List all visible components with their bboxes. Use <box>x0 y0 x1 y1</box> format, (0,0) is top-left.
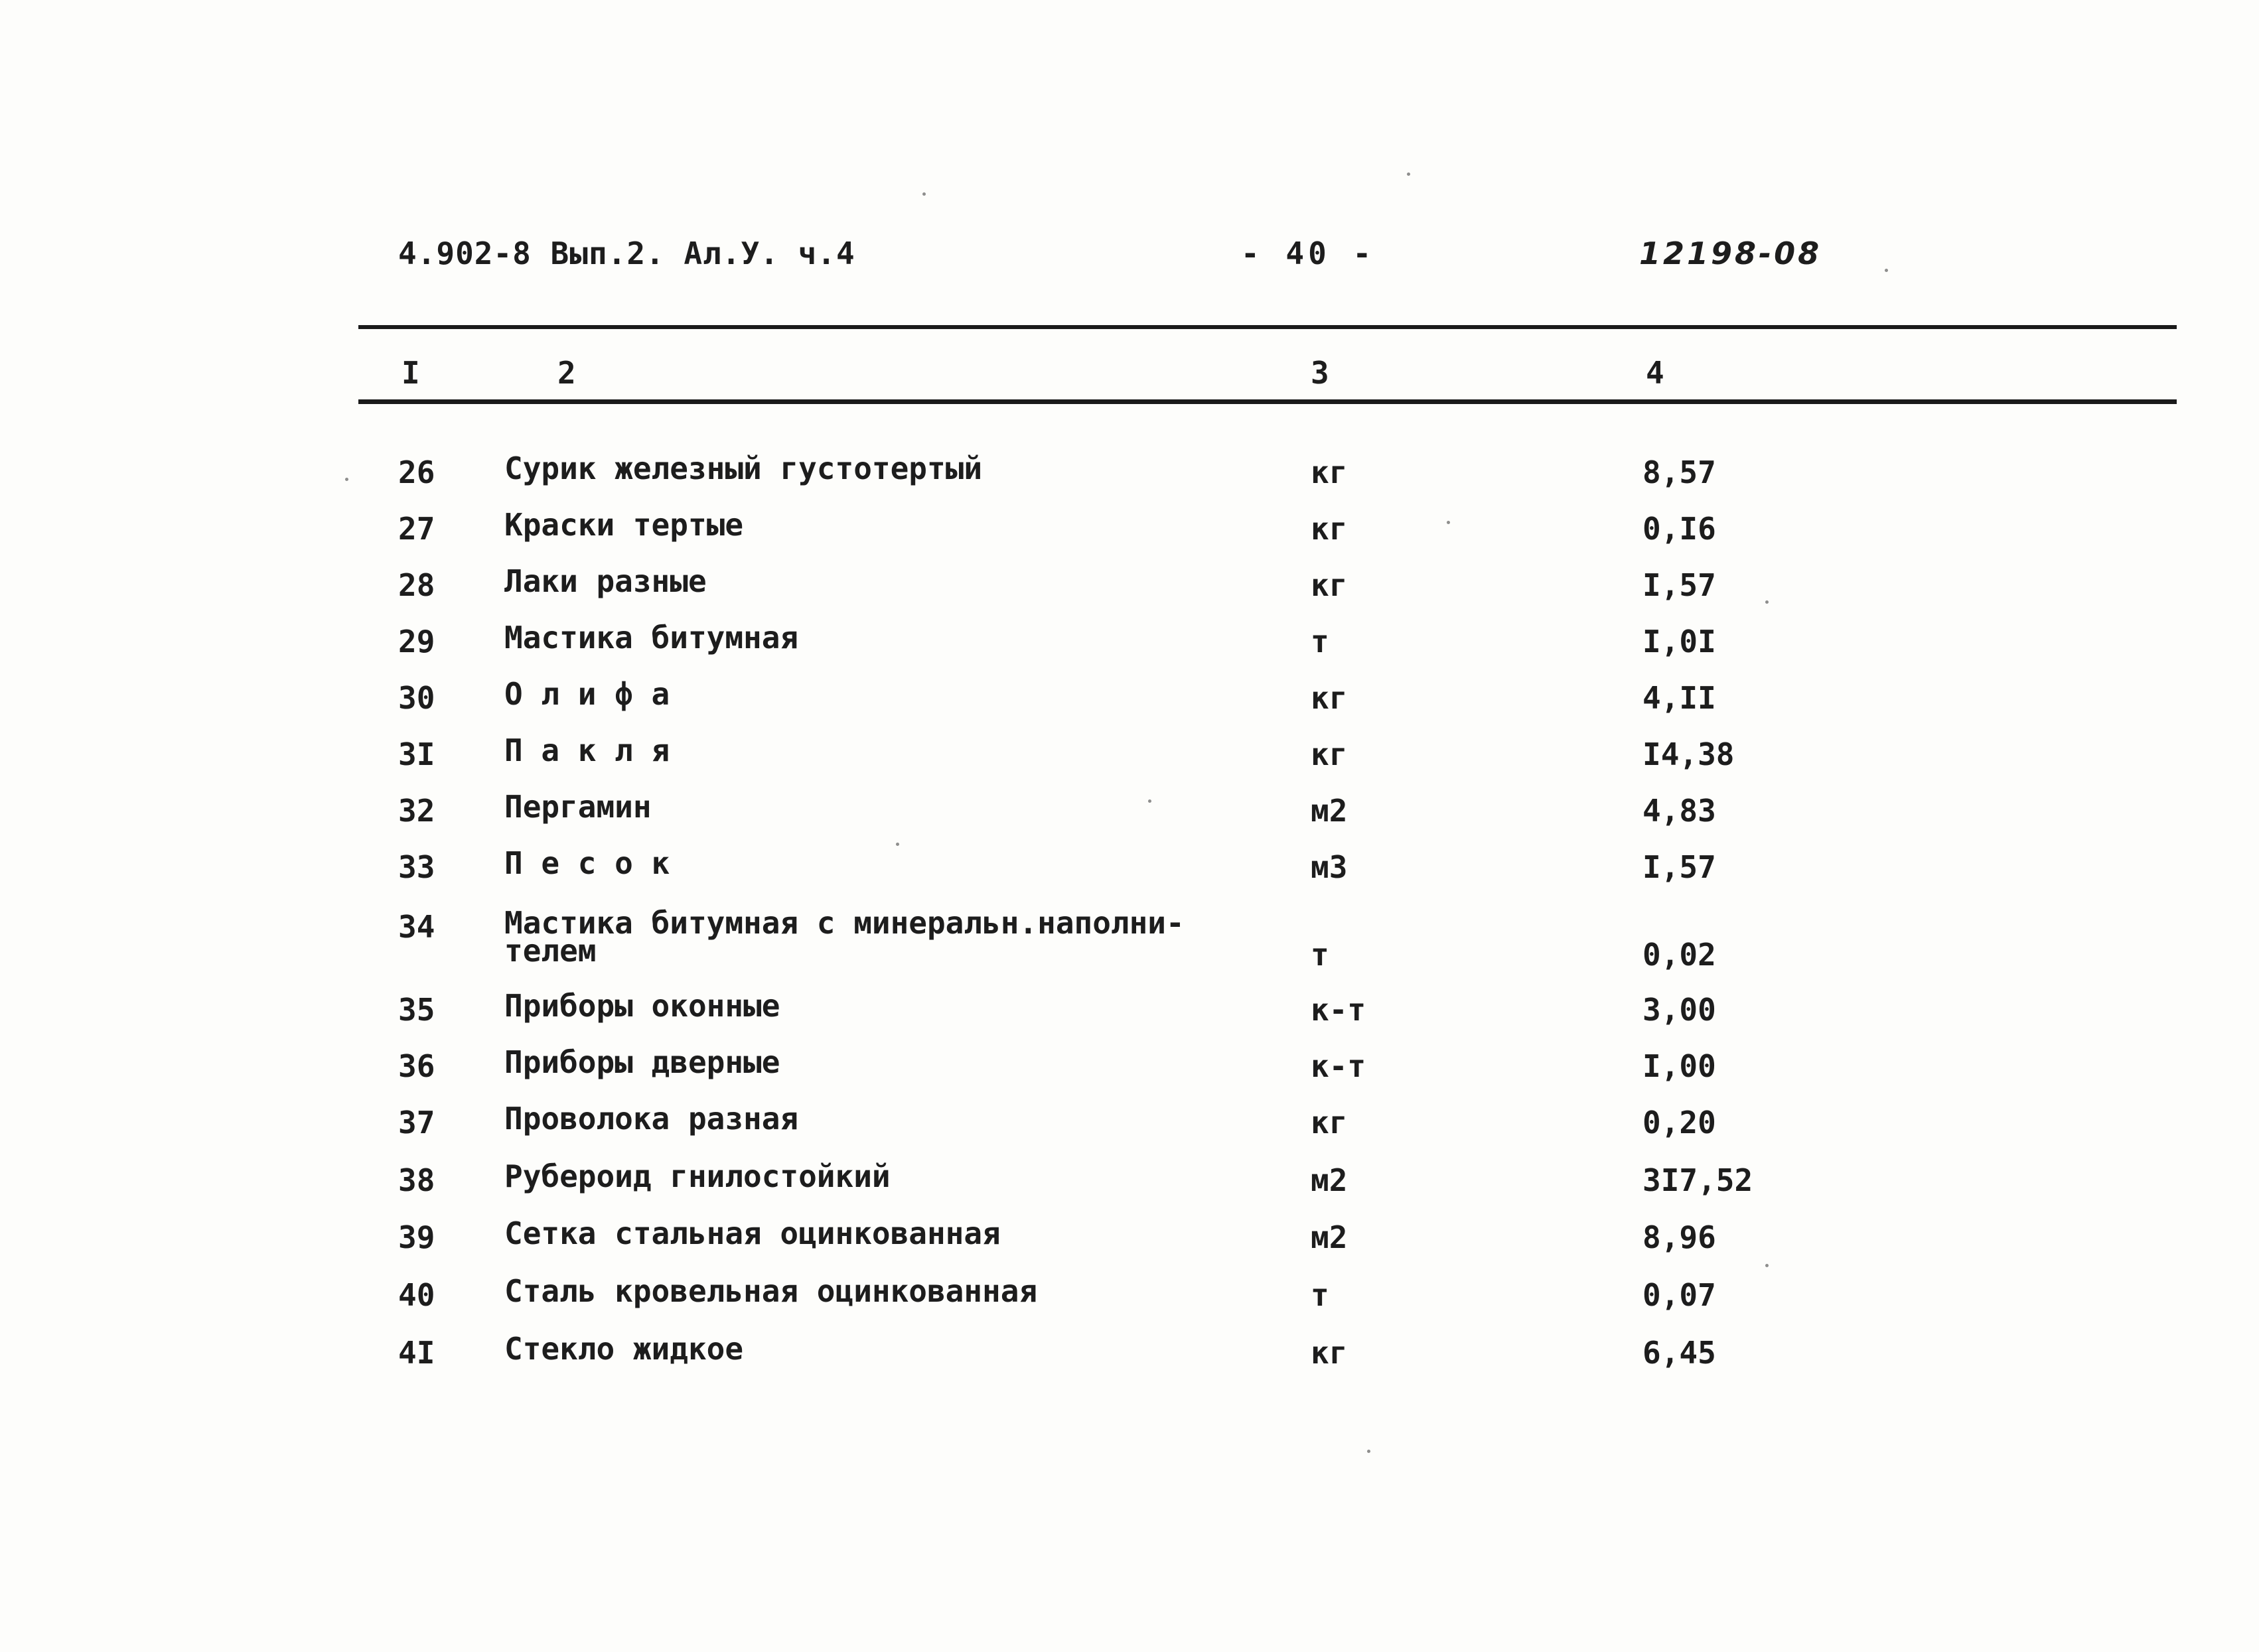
quantity: 4,II <box>1642 680 1716 716</box>
quantity: I,57 <box>1642 567 1716 603</box>
row-number: 35 <box>398 992 435 1028</box>
material-name: Мастика битумная <box>504 620 799 655</box>
quantity: 4,83 <box>1642 793 1716 829</box>
row-number: 32 <box>398 793 435 829</box>
material-name: Пергамин <box>504 789 652 825</box>
column-header-1: I <box>401 355 420 391</box>
scan-speck <box>896 843 899 846</box>
unit: кг <box>1311 680 1348 716</box>
column-header-2: 2 <box>557 355 576 391</box>
unit: кг <box>1311 454 1348 490</box>
quantity: I4,38 <box>1642 736 1735 772</box>
material-name: Проволока разная <box>504 1101 799 1136</box>
row-number: 27 <box>398 511 435 547</box>
row-number: 29 <box>398 624 435 659</box>
sheet-code: 12198-08 <box>1639 236 1822 271</box>
scan-speck <box>1148 799 1151 803</box>
material-name: Стекло жидкое <box>504 1331 744 1367</box>
quantity: I,00 <box>1642 1048 1716 1084</box>
material-name: Краски тертые <box>504 507 744 543</box>
document-code: 4.902-8 Вып.2. Ал.У. ч.4 <box>398 236 855 271</box>
page-number: - 40 - <box>1241 236 1376 271</box>
unit: т <box>1311 624 1329 659</box>
quantity: 3,00 <box>1642 992 1716 1028</box>
material-name: Приборы дверные <box>504 1044 780 1080</box>
quantity: 8,57 <box>1642 454 1716 490</box>
row-number: 40 <box>398 1277 435 1313</box>
material-name: Сталь кровельная оцинкованная <box>504 1273 1038 1309</box>
quantity: 0,20 <box>1642 1105 1716 1140</box>
row-number: 26 <box>398 454 435 490</box>
quantity: I,0I <box>1642 624 1716 659</box>
column-header-4: 4 <box>1646 355 1664 391</box>
scan-speck <box>922 192 926 196</box>
scan-speck <box>1407 172 1410 176</box>
unit: к-т <box>1311 992 1366 1028</box>
row-number: 37 <box>398 1105 435 1140</box>
row-number: 30 <box>398 680 435 716</box>
unit: кг <box>1311 736 1348 772</box>
row-number: 33 <box>398 849 435 885</box>
unit: т <box>1311 1277 1329 1313</box>
scan-speck <box>345 478 348 481</box>
material-name: Сетка стальная оцинкованная <box>504 1215 1001 1251</box>
row-number: 4I <box>398 1335 435 1371</box>
material-name: Рубероид гнилостойкий <box>504 1158 891 1194</box>
material-name: П а к л я <box>504 732 670 768</box>
scan-speck <box>1885 269 1888 272</box>
scan-speck <box>1447 521 1450 524</box>
row-number: 3I <box>398 736 435 772</box>
material-name: П е с о к <box>504 845 670 881</box>
page-header <box>0 236 2259 282</box>
unit: кг <box>1311 1335 1348 1371</box>
unit: м3 <box>1311 849 1348 885</box>
material-name: Приборы оконные <box>504 988 780 1024</box>
unit: кг <box>1311 511 1348 547</box>
scan-speck <box>1765 1264 1769 1267</box>
row-number: 38 <box>398 1162 435 1198</box>
unit: кг <box>1311 567 1348 603</box>
unit: к-т <box>1311 1048 1366 1084</box>
scan-speck <box>1765 600 1769 604</box>
quantity: 3I7,52 <box>1642 1162 1753 1198</box>
row-number: 28 <box>398 567 435 603</box>
unit: т <box>1311 937 1329 973</box>
unit: кг <box>1311 1105 1348 1140</box>
material-name: О л и ф а <box>504 676 670 712</box>
quantity: 8,96 <box>1642 1219 1716 1255</box>
material-name: Лаки разные <box>504 563 707 599</box>
quantity: 0,I6 <box>1642 511 1716 547</box>
row-number: 39 <box>398 1219 435 1255</box>
unit: м2 <box>1311 1219 1348 1255</box>
quantity: I,57 <box>1642 849 1716 885</box>
material-name: Мастика битумная с минеральн.наполни- телем <box>504 905 1185 969</box>
table-header-rule <box>358 399 2177 404</box>
quantity: 0,02 <box>1642 937 1716 973</box>
unit: м2 <box>1311 1162 1348 1198</box>
scan-speck <box>1367 1450 1370 1453</box>
row-number: 36 <box>398 1048 435 1084</box>
material-name: Сурик железный густотертый <box>504 450 983 486</box>
quantity: 6,45 <box>1642 1335 1716 1371</box>
unit: м2 <box>1311 793 1348 829</box>
quantity: 0,07 <box>1642 1277 1716 1313</box>
column-header-3: 3 <box>1311 355 1329 391</box>
row-number: 34 <box>398 909 435 945</box>
table-top-rule <box>358 325 2177 329</box>
